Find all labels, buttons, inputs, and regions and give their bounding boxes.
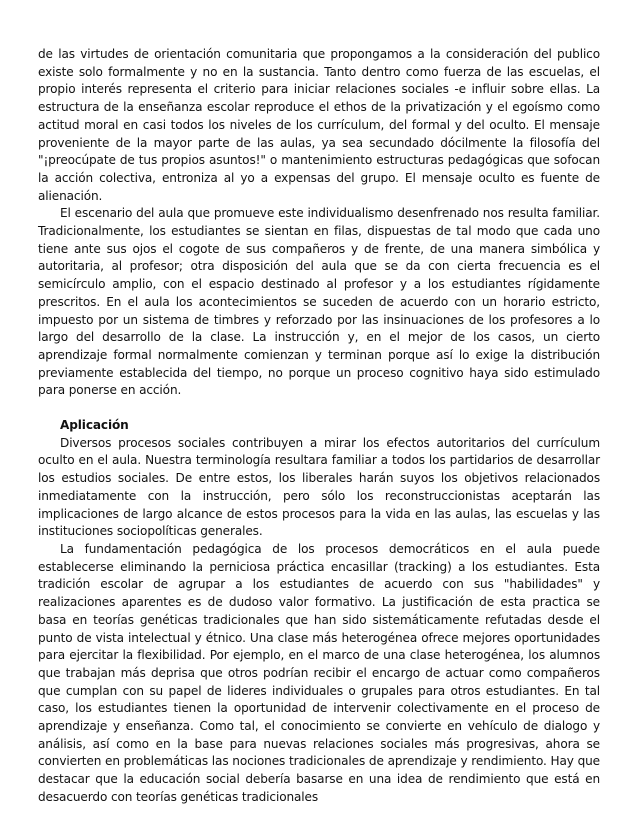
section-spacer bbox=[38, 400, 600, 417]
section-heading: Aplicación bbox=[60, 418, 129, 433]
document-page bbox=[38, 46, 600, 807]
paragraph-democratic-foundation: La fundamentación pedagógica de los procesos democráticos en el aula puede establecerse eliminando la perniciosa práctica encasillar (tracking) a los estudiantes. Esta tradición escolar de agrupar a los estudiantes de acuerdo con sus "habilidades" y realizaciones aparentes es de dudoso valor formativo. La justificación de esta practica se basa en teorías genéticas tradicionales que han sido sistemáticamente refutadas desde el punto de vista intelectual y étnico. Una clase más heterogénea ofrece mejores oportunidades para ejercitar la flexibilidad. Por ejemplo, en el marco de una clase heterogénea, los alumnos que trabajan más deprisa que otros podrían recibir el encargo de actuar como compañeros que cumplan con su papel de lideres individuales o grupales para otros estudiantes. En tal caso, los estudiantes tienen la oportunidad de intervenir colectivamente en el proceso de aprendizaje y enseñanza. Como tal, el conocimiento se convierte en vehículo de dialogo y análisis, así como en la base para nuevas relaciones sociales más progresivas, ahora se convierten en problemáticas las nociones tradicionales de aprendizaje y rendimiento. Hay que destacar que la educación social debería basarse en una idea de rendimiento que está en desacuerdo con teorías genéticas tradicionales bbox=[38, 541, 600, 804]
paragraph-continuation: de las virtudes de orientación comunitaria que propongamos a la consideración del publico existe solo formalmente y no en la sustancia. Tanto dentro como fuerza de las escuelas, el propio interés representa el criterio para iniciar relaciones sociales -e influir sobre ellas. La estructura de la enseñanza escolar reproduce el ethos de la privatización y el egoísmo como actitud moral en casi todos los niveles de los currículum, del formal y del oculto. El mensaje proveniente de la mayor parte de las aulas, ya sea secundado dócilmente la filosofía del "¡preocúpate de tus propios asuntos!" o mantenimiento estructuras pedagógicas que sofocan la acción colectiva, entroniza al yo a expensas del grupo. El mensaje oculto es fuente de alienación. bbox=[38, 47, 600, 203]
paragraph-classroom-scenario: El escenario del aula que promueve este individualismo desenfrenado nos resulta familiar. Tradicionalmente, los estudiantes se sientan en filas, dispuestas de tal modo que cada uno tiene ante sus ojos el cogote de sus compañeros y de frente, de una manera simbólica y autoritaria, al profesor; otra disposición del aula que se da con cierta frecuencia es el semicírculo amplio, con el espacio destinado al profesor y a los estudiantes rígidamente prescritos. En el aula los acontecimientos se suceden de acuerdo con un horario estricto, impuesto por un sistema de timbres y reforzado por las insinuaciones de los profesores a lo largo del desarrollo de la clase. La instrucción y, en el mejor de los casos, un cierto aprendizaje formal normalmente comienzan y terminan porque así lo exige la distribución previamente establecida del tiempo, no porque un proceso cognitivo haya sido estimulado para ponerse en acción. bbox=[38, 206, 600, 398]
paragraph-social-processes: Diversos procesos sociales contribuyen a mirar los efectos autoritarios del currículum oculto en el aula. Nuestra terminología resultara familiar a todos los partidarios de desarrollar los estudios sociales. De entre estos, los liberales harán suyos los objetivos relacionados inmediatamente con la instrucción, pero sólo los reconstruccionistas aceptarán las implicaciones de largo alcance de estos procesos para la vida en las aulas, las escuelas y las instituciones sociopolíticas generales. bbox=[38, 435, 600, 539]
